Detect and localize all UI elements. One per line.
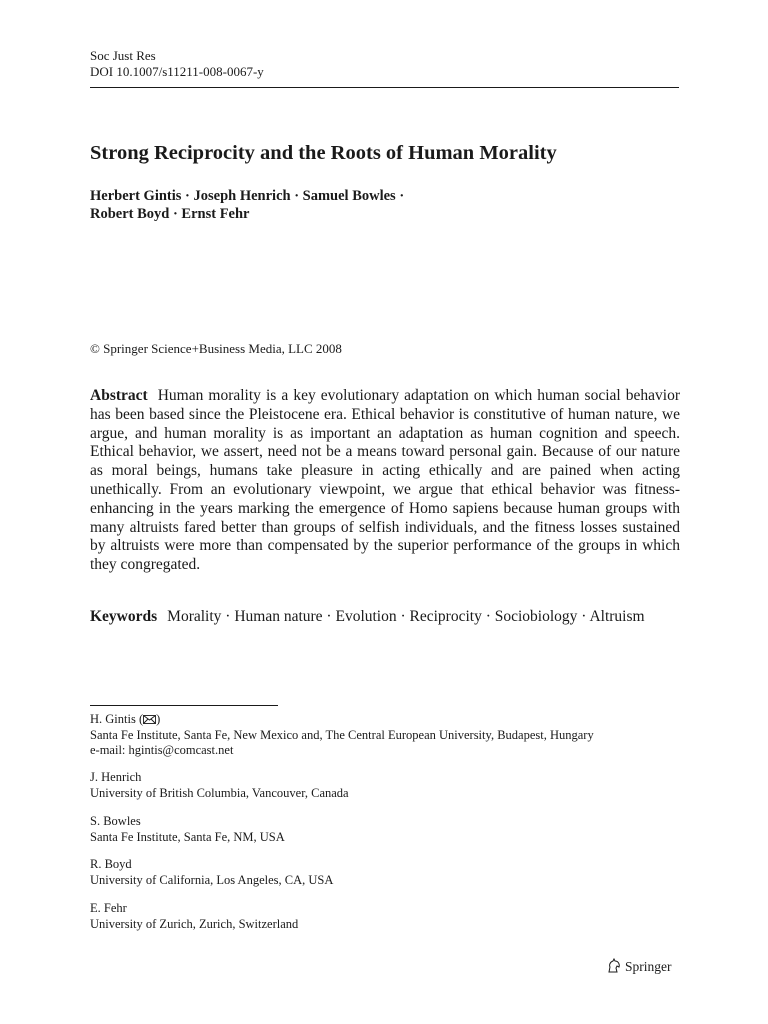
- affiliation-email[interactable]: e-mail: hgintis@comcast.net: [90, 743, 234, 758]
- affiliation-name: H. Gintis (: [90, 712, 144, 726]
- envelope-icon: [143, 715, 156, 724]
- paper-title: Strong Reciprocity and the Roots of Human Morality: [90, 142, 557, 164]
- affiliation-institution: University of California, Los Angeles, CA, USA: [90, 872, 334, 887]
- affiliation-bowles: [90, 814, 285, 845]
- affiliation-institution: Santa Fe Institute, Santa Fe, NM, USA: [90, 829, 285, 844]
- affiliation-institution: Santa Fe Institute, Santa Fe, New Mexico and, The Central European University, Budapest, Hungary: [90, 727, 594, 742]
- affiliation-henrich: [90, 770, 349, 801]
- header-rule: [90, 87, 679, 88]
- affiliation-name: J. Henrich: [90, 770, 142, 784]
- journal-header: [90, 48, 264, 80]
- springer-horse-icon: [606, 958, 622, 974]
- footnote-rule: [90, 705, 278, 706]
- affiliation-boyd: [90, 857, 333, 888]
- publisher-name: Springer: [625, 959, 672, 974]
- keywords-label: Keywords: [90, 608, 158, 625]
- copyright-notice: © Springer Science+Business Media, LLC 2008: [90, 341, 342, 356]
- keywords-text: Morality · Human nature · Evolution · Reciprocity · Sociobiology · Altruism: [167, 608, 645, 625]
- affiliation-fehr: [90, 901, 298, 932]
- keywords: [90, 608, 680, 627]
- affiliation-name: S. Bowles: [90, 814, 141, 828]
- abstract: [90, 387, 680, 575]
- authors-line-1: Herbert Gintis · Joseph Henrich · Samuel Bowles ·: [90, 188, 405, 204]
- affiliation-name: R. Boyd: [90, 857, 132, 871]
- affiliation-institution: University of British Columbia, Vancouver, Canada: [90, 785, 349, 800]
- authors-line-2: Robert Boyd · Ernst Fehr: [90, 206, 250, 222]
- author-list: [90, 187, 404, 223]
- publisher-footer: [606, 958, 672, 976]
- abstract-label: Abstract: [90, 387, 148, 404]
- affiliation-institution: University of Zurich, Zurich, Switzerland: [90, 916, 299, 931]
- affiliation-name: E. Fehr: [90, 901, 127, 915]
- affiliation-gintis: H. Gintis ( ) Santa Fe Institute, Santa Fe, New Mexico and, The Central European University, Budapest, Hungary e-mail: hgintis@comcast.net: [90, 712, 594, 758]
- abstract-text: Human morality is a key evolutionary adaptation on which human social behavior has been based since the Pleistocene era. Ethical behavior is constitutive of human nature, we argue, and human morality is as important an adaptation as human cognition and speech. Ethical behavior, we assert, need not be a means toward personal gain. Because of our nature as moral beings, humans take pleasure in acting ethically and are pained when acting unethically. From an evolutionary viewpoint, we argue that ethical behavior was fitness-enhancing in the years marking the emergence of Homo sapiens because human groups with many altruists fared better than groups of selfish individuals, and the fitness losses sustained by altruists were more than compensated by the superior performance of the groups in which they congregated.: [90, 387, 680, 574]
- journal-name: Soc Just Res: [90, 48, 156, 63]
- doi: DOI 10.1007/s11211-008-0067-y: [90, 64, 264, 79]
